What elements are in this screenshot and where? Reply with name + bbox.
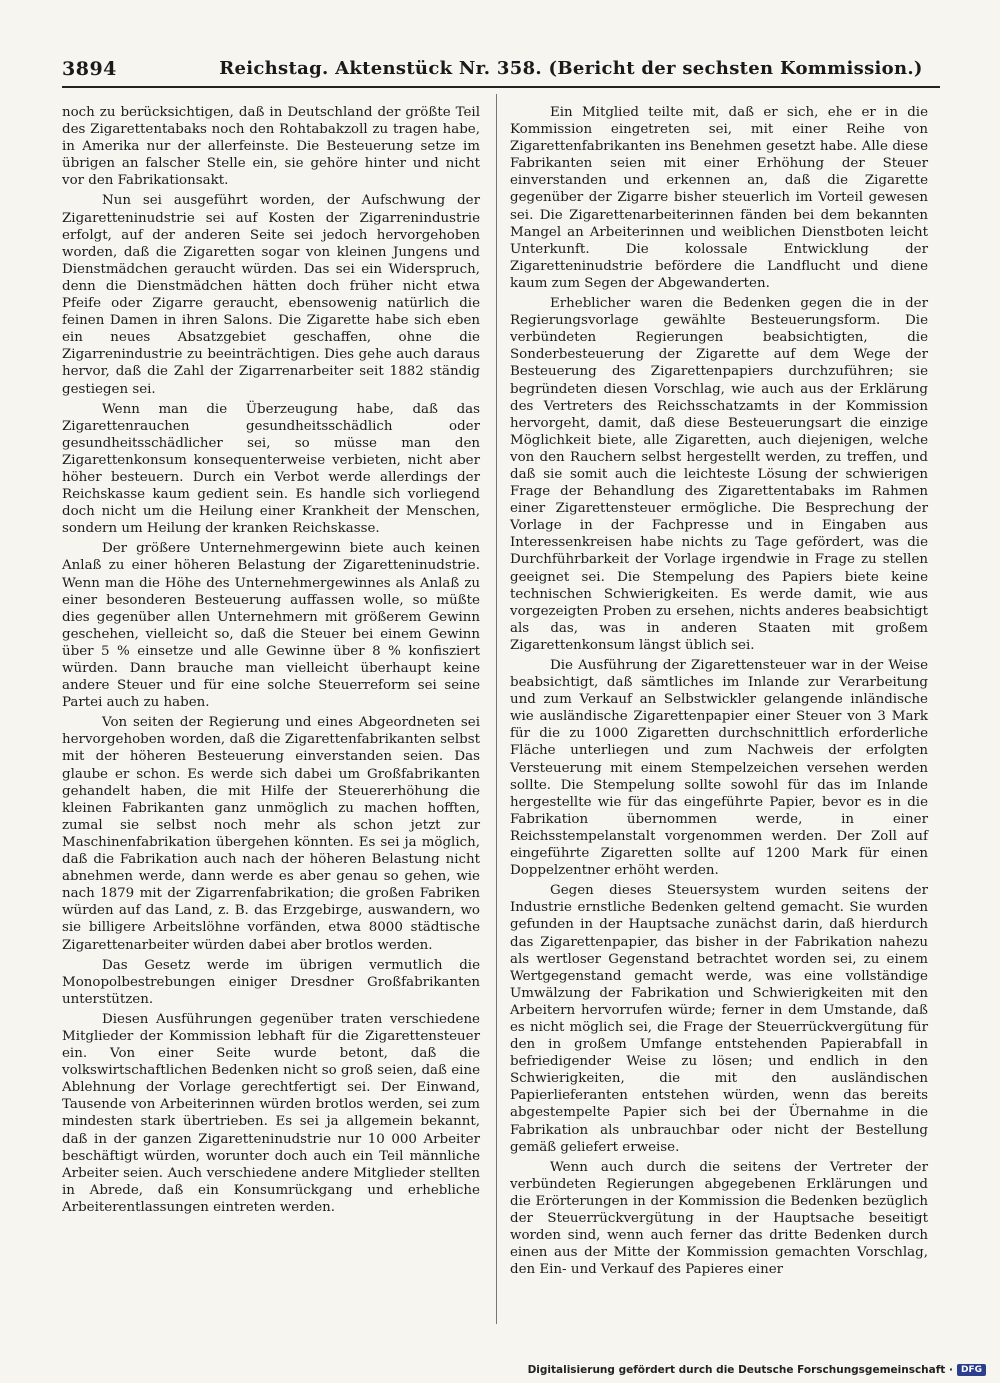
paragraph: Die Ausführung der Zigarettensteuer war in der Weise beabsichtigt, daß sämtliches im Inlande zur Verarbeitung und zum Verkauf an Selbstwickler gelangende inländische wie ausländische Zigarettenpapier einer Steuer von 3 Mark für die zu 1000 Zigaretten durchschnittlich erforderliche Fläche unterliegen und zum Nachweis der erfolgten Versteuerung mit einem Stempelzeichen versehen werden sollte. Die Stempelung sollte sowohl für das im Inlande hergestellte wie für das eingeführte Papier, bevor es in die Fabrikation übernommen werde, in einer Reichsstempelanstalt vorgenommen werden. Der Zoll auf eingeführte Zigaretten sollte auf 1200 Mark für einen Doppelzentner erhöht werden. — [510, 658, 928, 879]
running-head: Reichstag. Aktenstück Nr. 358. (Bericht der sechsten Kommission.) — [219, 58, 923, 79]
paragraph: Ein Mitglied teilte mit, daß er sich, ehe er in die Kommission eingetreten sei, mit einer Reihe von Zigarettenfabrikanten ins Benehmen gesetzt habe. Alle diese Fabrikanten seien mit einer Erhöhung der Steuer einverstanden und erkennen an, daß die Zigarette gegenüber der Zigarre bisher steuerlich im Vorteil gewesen sei. Die Zigarettenarbeiterinnen fänden bei dem bekannten Mangel an Arbeiterinnen und weiblichen Dienstboten leicht Unterkunft. Die kolossale Entwicklung der Zigaretteninudstrie befördere die Landflucht und diene kaum zum Segen der Abgewanderten. — [510, 105, 928, 291]
paragraph: Wenn auch durch die seitens der Vertreter der verbündeten Regierungen abgegebenen Erklärungen und die Erörterungen in der Kommission die Bedenken bezüglich der Steuerrückvergütung in der Hauptsache beseitigt worden sind, wenn auch ferner das dritte Bedenken durch einen aus der Mitte der Kommission gemachten Vorschlag, den Ein- und Verkauf des Papieres einer — [510, 1159, 928, 1278]
page-number: 3894 — [62, 58, 117, 80]
page-header — [62, 58, 940, 88]
paragraph: Diesen Ausführungen gegenüber traten verschiedene Mitglieder der Kommission lebhaft für die Zigarettensteuer ein. Von einer Seite wurde betont, daß die volkswirtschaftlichen Bedenken nicht so groß seien, daß eine Ablehnung der Vorlage gerechtfertigt sei. Der Einwand, Tausende von Arbeiterinnen würden brotlos werden, sei zum mindesten stark übertrieben. Es sei ja allgemein bekannt, daß in der ganzen Zigaretteninudstrie nur 10 000 Arbeiter beschäftigt würden, worunter doch auch ein Teil männliche Arbeiter seien. Auch verschiedene andere Mitglieder stellten in Abrede, daß ein Konsumrückgang und erhebliche Arbeiterentlassungen eintreten werden. — [62, 1011, 480, 1215]
paragraph: Gegen dieses Steuersystem wurden seitens der Industrie ernstliche Bedenken geltend gemacht. Sie wurden gefunden in der Hauptsache zunächst darin, daß hierdurch das Zigarettenpapier, das bisher in der Fabrikation nahezu als wertloser Gegenstand betrachtet worden sei, zu einem Wertgegenstand gemacht werde, was eine vollständige Umwälzung der Fabrikation und Schwierigkeiten mit den Arbeitern hervorrufen würde; ferner in dem Umstande, daß es nicht möglich sei, die Frage der Steuerrückvergütung für den in großem Umfange entstehenden Papierabfall in befriedigender Weise zu lösen; und endlich in den Schwierigkeiten, die mit den ausländischen Papierlieferanten entstehen würden, wenn das bereits abgestempelte Papier sich bei der Übernahme in die Fabrikation als unbrauchbar oder nicht der Bestellung gemäß geliefert erweise. — [510, 883, 928, 1155]
paragraph: Wenn man die Überzeugung habe, daß das Zigarettenrauchen gesundheitsschädlich oder gesundheitsschädlicher sei, so müsse man den Zigarettenkonsum konsequenterweise verbieten, nicht aber höher besteuern. Durch ein Verbot werde allerdings der Reichskasse kaum gedient sein. Es handle sich vorliegend doch nicht um die Heilung einer Krankheit der Menschen, sondern um Heilung der kranken Reichskasse. — [62, 401, 480, 537]
right-column — [510, 104, 928, 1281]
paragraph: Erheblicher waren die Bedenken gegen die in der Regierungsvorlage gewählte Besteuerungsform. Die verbündeten Regierungen beabsichtigten, die Sonderbesteuerung der Zigarette auf dem Wege der Besteuerung des Zigarettenpapiers durchzuführen; sie begründeten diesen Vorschlag, wie auch aus der Erklärung des Vertreters des Reichsschatzamts in der Kommission hervorgeht, damit, daß diese Besteuerungsart die einzige Möglichkeit biete, alle Zigaretten, auch diejenigen, welche von den Rauchern selbst hergestellt werden, zu treffen, und daß sie somit auch die leichteste Lösung der schwierigen Frage der Behandlung des Zigarettentabaks im Rahmen einer Zigarettensteuer ermögliche. Die Besprechung der Vorlage in der Fachpresse und in Eingaben aus Interessenkreisen habe nichts zu Tage gefördert, was die Durchführbarkeit der Vorlage irgendwie in Frage zu stellen geeignet sei. Die Stempelung des Papiers biete keine technischen Schwierigkeiten. Es werde damit, wie aus vorgezeigten Proben zu ersehen, nichts anderes beabsichtigt als das, was in anderen Staaten mit großem Zigarettenkonsum längst üblich sei. — [510, 296, 928, 653]
funding-credit: Digitalisierung gefördert durch die Deutsche Forschungsgemeinschaft · — [527, 1364, 953, 1376]
footer — [528, 1364, 986, 1376]
column-divider — [496, 94, 497, 1324]
dfg-logo-icon: DFG — [957, 1364, 986, 1376]
paragraph: Von seiten der Regierung und eines Abgeordneten sei hervorgehoben worden, daß die Zigarettenfabrikanten selbst mit der höheren Besteuerung einverstanden seien. Das glaube er schon. Es werde sich dabei um Großfabrikanten gehandelt haben, die mit Hilfe der Steuererhöhung die kleinen Fabrikanten ganz unmöglich zu machen hofften, zumal sie selbst noch mehr als schon jetzt zur Maschinenfabrikation übergehen könnten. Es sei ja möglich, daß die Fabrikation auch nach der höheren Belastung nicht abnehmen werde, dann werde es aber genau so gehen, wie nach 1879 mit der Zigarrenfabrikation; die großen Fabriken würden auf das Land, z. B. das Erzgebirge, auswandern, wo sie billigere Arbeitslöhne vorfänden, etwa 8000 städtische Zigarettenarbeiter würden dabei aber brotlos werden. — [62, 715, 480, 953]
paragraph: Der größere Unternehmergewinn biete auch keinen Anlaß zu einer höheren Belastung der Zigaretteninudstrie. Wenn man die Höhe des Unternehmergewinnes als Anlaß zu einer besonderen Besteuerung auffassen wolle, so müßte dies gegenüber allen Unternehmern mit größerem Gewinn geschehen, vielleicht so, daß die Steuer bei einem Gewinn über 5 % einsetze und alle Gewinne über 8 % konfisziert würden. Dann brauche man vielleicht überhaupt keine andere Steuer und für eine solche Steuerreform sei seine Partei auch zu haben. — [62, 541, 480, 711]
paragraph: Das Gesetz werde im übrigen vermutlich die Monopolbestrebungen einiger Dresdner Großfabrikanten unterstützen. — [62, 957, 480, 1007]
left-column — [62, 104, 480, 1219]
paragraph: Nun sei ausgeführt worden, der Aufschwung der Zigaretteninudstrie sei auf Kosten der Zigarrenindustrie erfolgt, auf der anderen Seite sei jedoch hervorgehoben worden, daß die Zigaretten sogar von kleinen Jungens und Dienstmädchen geraucht würden. Das sei ein Widerspruch, denn die Dienstmädchen hätten doch früher nicht etwa Pfeife oder Zigarre geraucht, ebensowenig natürlich die feinen Damen in ihren Salons. Die Zigarette habe sich eben ein neues Absatzgebiet geschaffen, ohne die Zigarrenindustrie zu beeinträchtigen. Dies gehe auch daraus hervor, daß die Zahl der Zigarrenarbeiter seit 1882 ständig gestiegen sei. — [62, 193, 480, 397]
paragraph: noch zu berücksichtigen, daß in Deutschland der größte Teil des Zigarettentabaks noch den Rohtabakzoll zu tragen habe, in Amerika nur der allerfeinste. Die Besteuerung setze im übrigen an falscher Stelle ein, sie gehöre hinter und nicht vor den Fabrikationsakt. — [62, 105, 480, 189]
